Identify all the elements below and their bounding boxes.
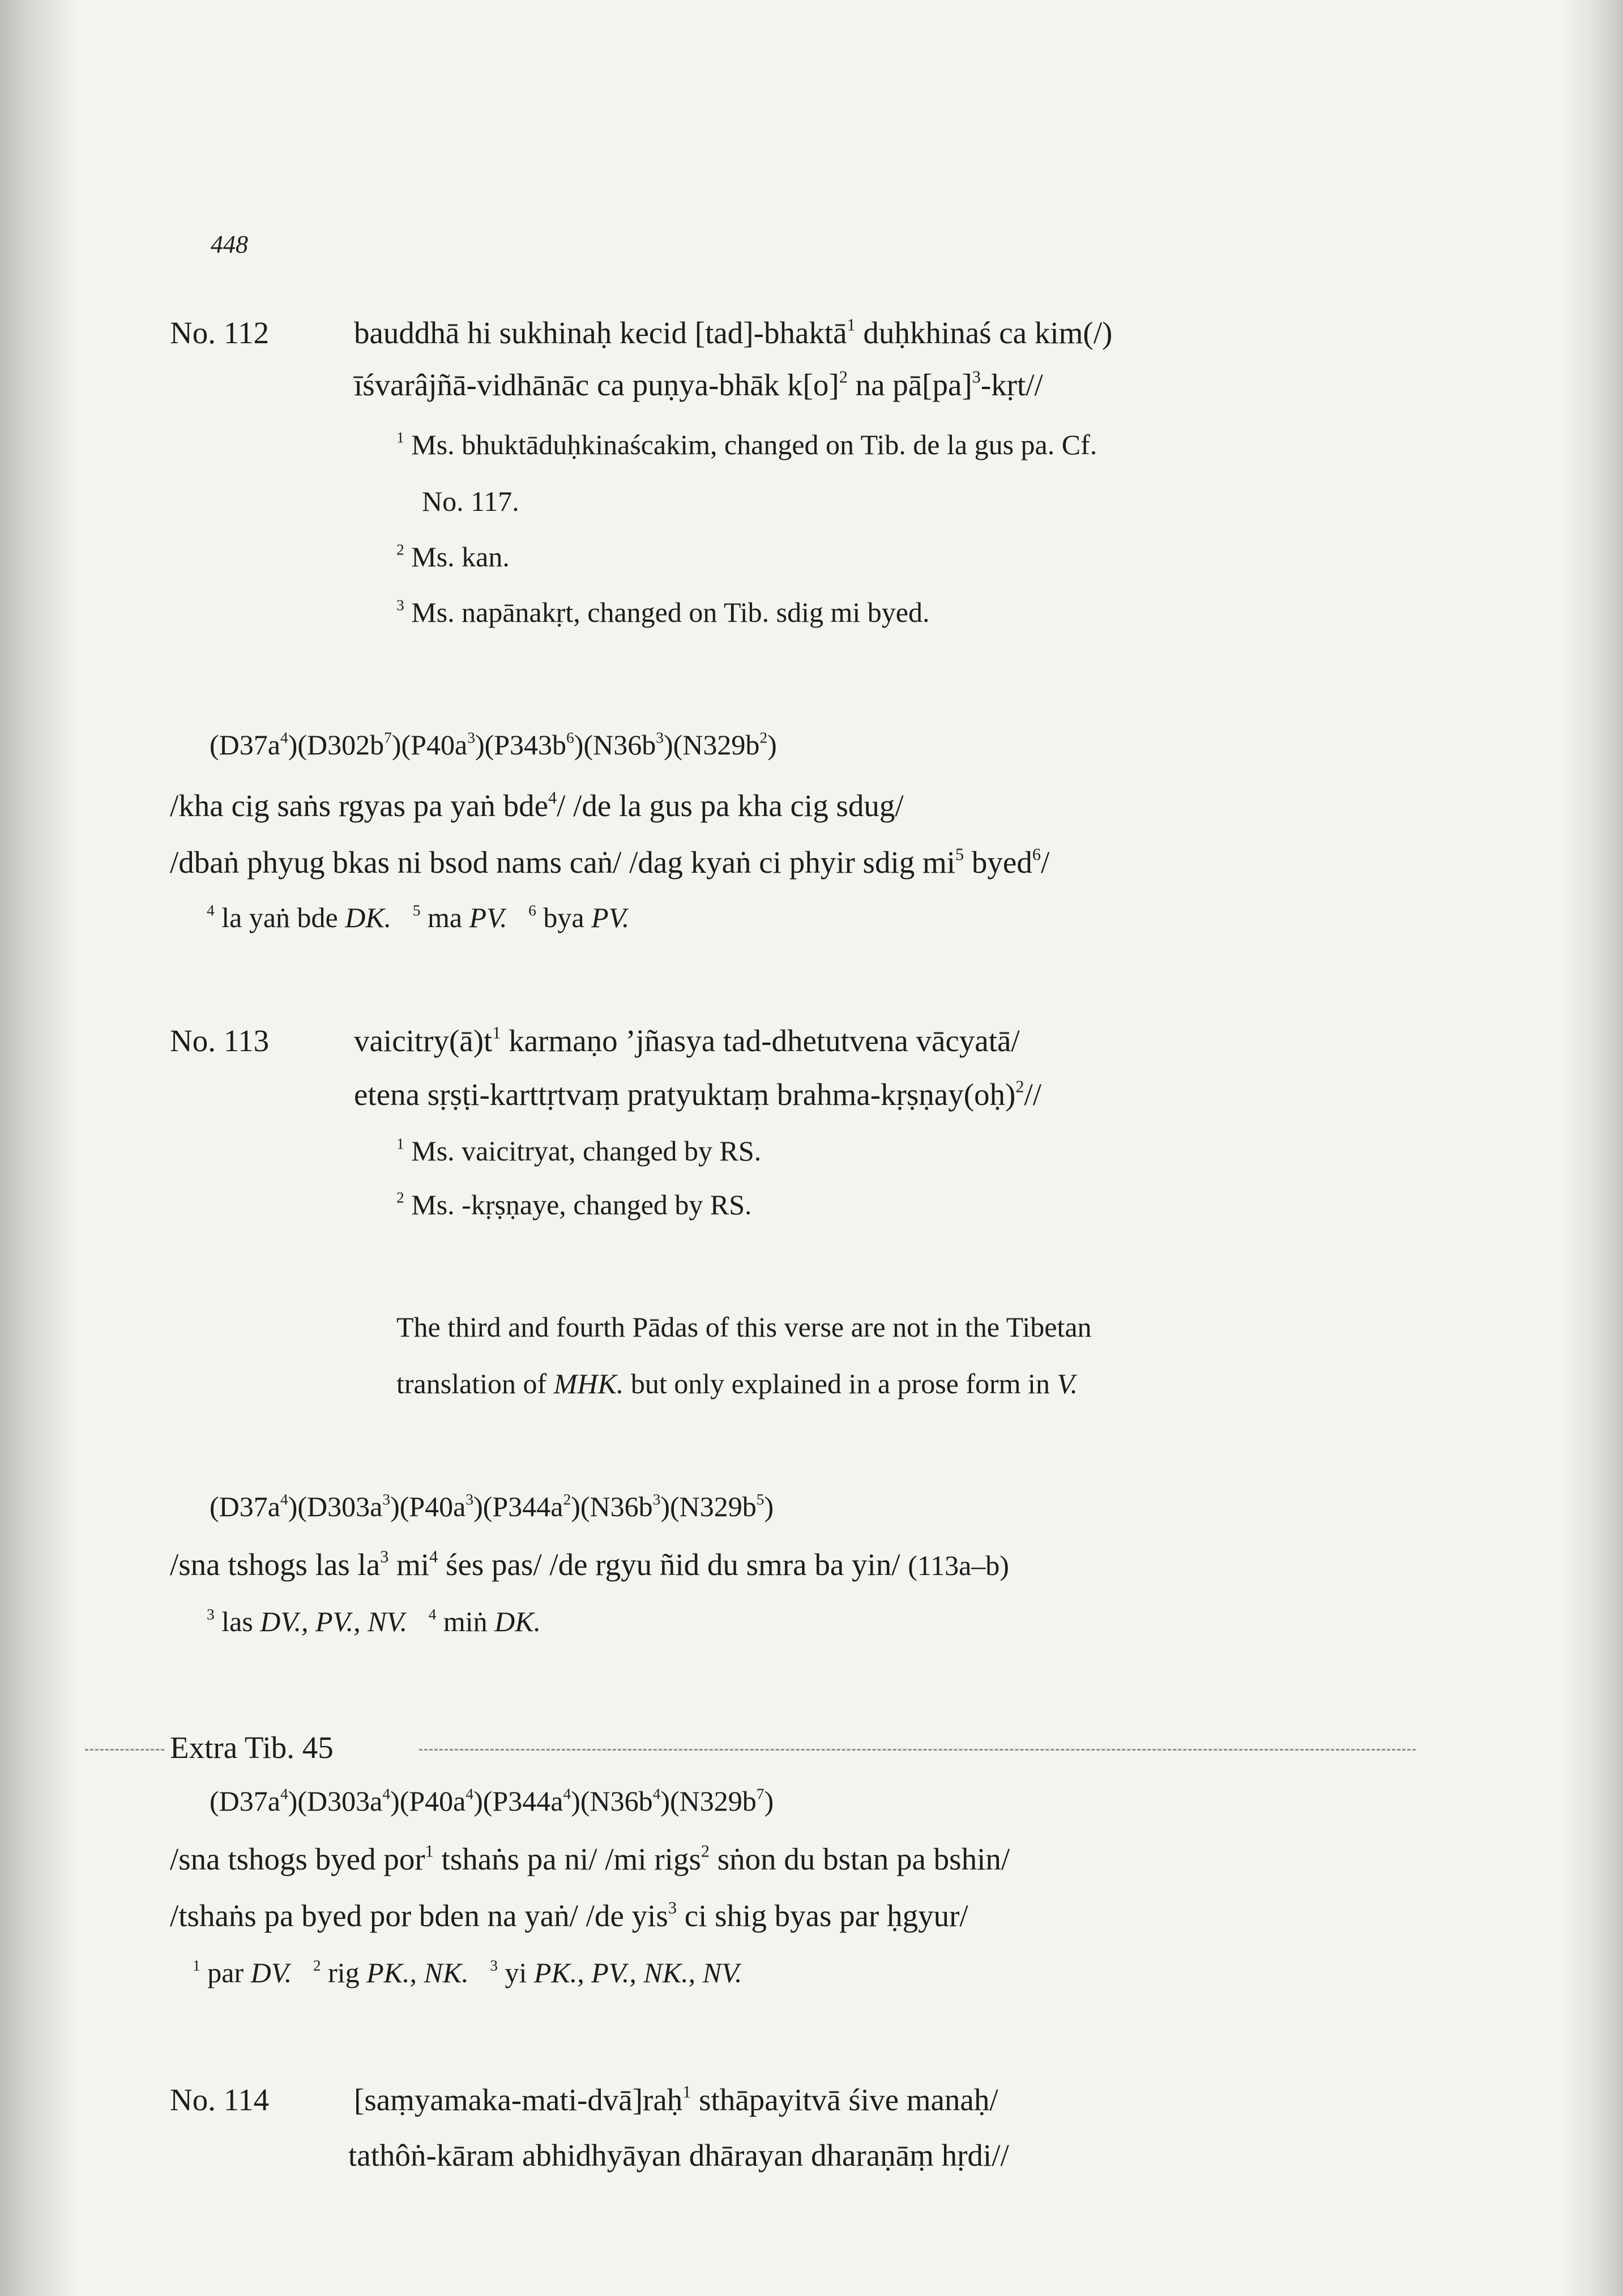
section-rule-right — [419, 1749, 1416, 1751]
verse-113-line-2: etena sṛṣṭi-karttṛtvaṃ pratyuktaṃ brahma-kṛṣṇay(oḥ)$^2$// — [354, 1077, 1042, 1112]
footnote-112-1: $^1$ Ms. bhuktāduḥkinaścakim, changed on Tib. de la gus pa. Cf. — [396, 428, 1097, 460]
entry-label-112: No. 112 — [170, 315, 270, 350]
section-rule-left — [85, 1749, 164, 1751]
tibetan-ref-112: $(D37a^4)(D302b^7)(P40a^3)(P343b^6)(N36b^3)(N329b^2)$ — [210, 728, 777, 761]
tibetan-ref-extra-45: $(D37a^4)(D303a^4)(P40a^4)(P344a^4)(N36b^4)(N329b^7)$ — [210, 1785, 774, 1817]
tibetan-footnotes-112: $^4$ la yaṅ bde DK. $^5$ ma PV. $^6$ bya PV. — [207, 901, 630, 933]
entry-label-113: No. 113 — [170, 1023, 270, 1058]
verse-112-line-2: īśvarâjñā-vidhānāc ca puṇya-bhāk $k[o]^2$ na pā[pa]$^3$-kṛt// — [354, 367, 1043, 402]
tibetan-113-line-1: /sna tshogs las $la^3$ $mi^4$ śes pas/ /de rgyu ñid du smra ba yin/ (113a–b) — [170, 1547, 1009, 1582]
tibetan-ref-113: $(D37a^4)(D303a^3)(P40a^3)(P344a^2)(N36b^3)(N329b^5)$ — [210, 1490, 774, 1522]
note-113-line-2: translation of MHK. but only explained in a prose form in V. — [396, 1368, 1078, 1399]
extra-tib-45-label: Extra Tib. 45 — [170, 1730, 334, 1765]
footnote-112-1-cont: No. 117. — [422, 485, 519, 517]
footnote-113-1: $^1$ Ms. vaicitryat, changed by RS. — [396, 1134, 762, 1167]
footnote-112-3: $^3$ Ms. napānakṛt, changed on Tib. sdig mi byed. — [396, 596, 930, 628]
verse-114-line-1: [saṃyamaka-mati-dvā]raḥ$^1$ sthāpayitvā śive manaḥ/ — [354, 2082, 998, 2117]
note-113-line-1: The third and fourth Pādas of this verse are not in the Tibetan — [396, 1311, 1092, 1343]
page-number: 448 — [211, 231, 248, 258]
tibetan-extra-45-line-2: /tshaṅs pa byed por bden na yaṅ/ /de yis$^3$ ci shig byas par ḥgyur/ — [170, 1898, 968, 1933]
entry-label-114: No. 114 — [170, 2082, 270, 2117]
scan-shadow-right — [1561, 0, 1623, 2296]
tibetan-extra-45-line-1: /sna tshogs byed por$^1$ tshaṅs pa ni/ /mi rigs$^2$ sṅon du bstan pa bshin/ — [170, 1841, 1010, 1876]
tibetan-112-line-2: /dbaṅ phyug bkas ni bsod nams caṅ/ /dag kyaṅ ci phyir sdig $mi^5$ byed$^6$/ — [170, 844, 1050, 880]
tibetan-112-line-1: /kha cig saṅs rgyas pa yaṅ bde$^4$/ /de la gus pa kha cig sdug/ — [170, 788, 904, 823]
verse-113-line-1: $vaicitry(ā)t^1$ karmaṇo ’jñasya tad-dhetutvena vācyatā/ — [354, 1023, 1020, 1058]
tibetan-footnotes-extra-45: $^1$ par DV. $^2$ rig PK., NK. $^3$ yi PK., PV., NK., NV. — [193, 1956, 742, 1988]
verse-114-line-2: tathôṅ-kāram abhidhyāyan dhārayan dharaṇāṃ hṛdi// — [348, 2138, 1009, 2173]
verse-112-line-1: bauddhā hi sukhinaḥ kecid [tad]-bhaktā$^1$ duḥkhinaś ca kim(/) — [354, 315, 1113, 350]
footnote-113-2: $^2$ Ms. -kṛṣṇaye, changed by RS. — [396, 1188, 752, 1220]
tibetan-footnotes-113: $^3$ las DV., PV., NV. $^4$ miṅ DK. — [207, 1605, 541, 1637]
scan-shadow-left — [0, 0, 79, 2296]
footnote-112-2: $^2$ Ms. kan. — [396, 540, 510, 573]
